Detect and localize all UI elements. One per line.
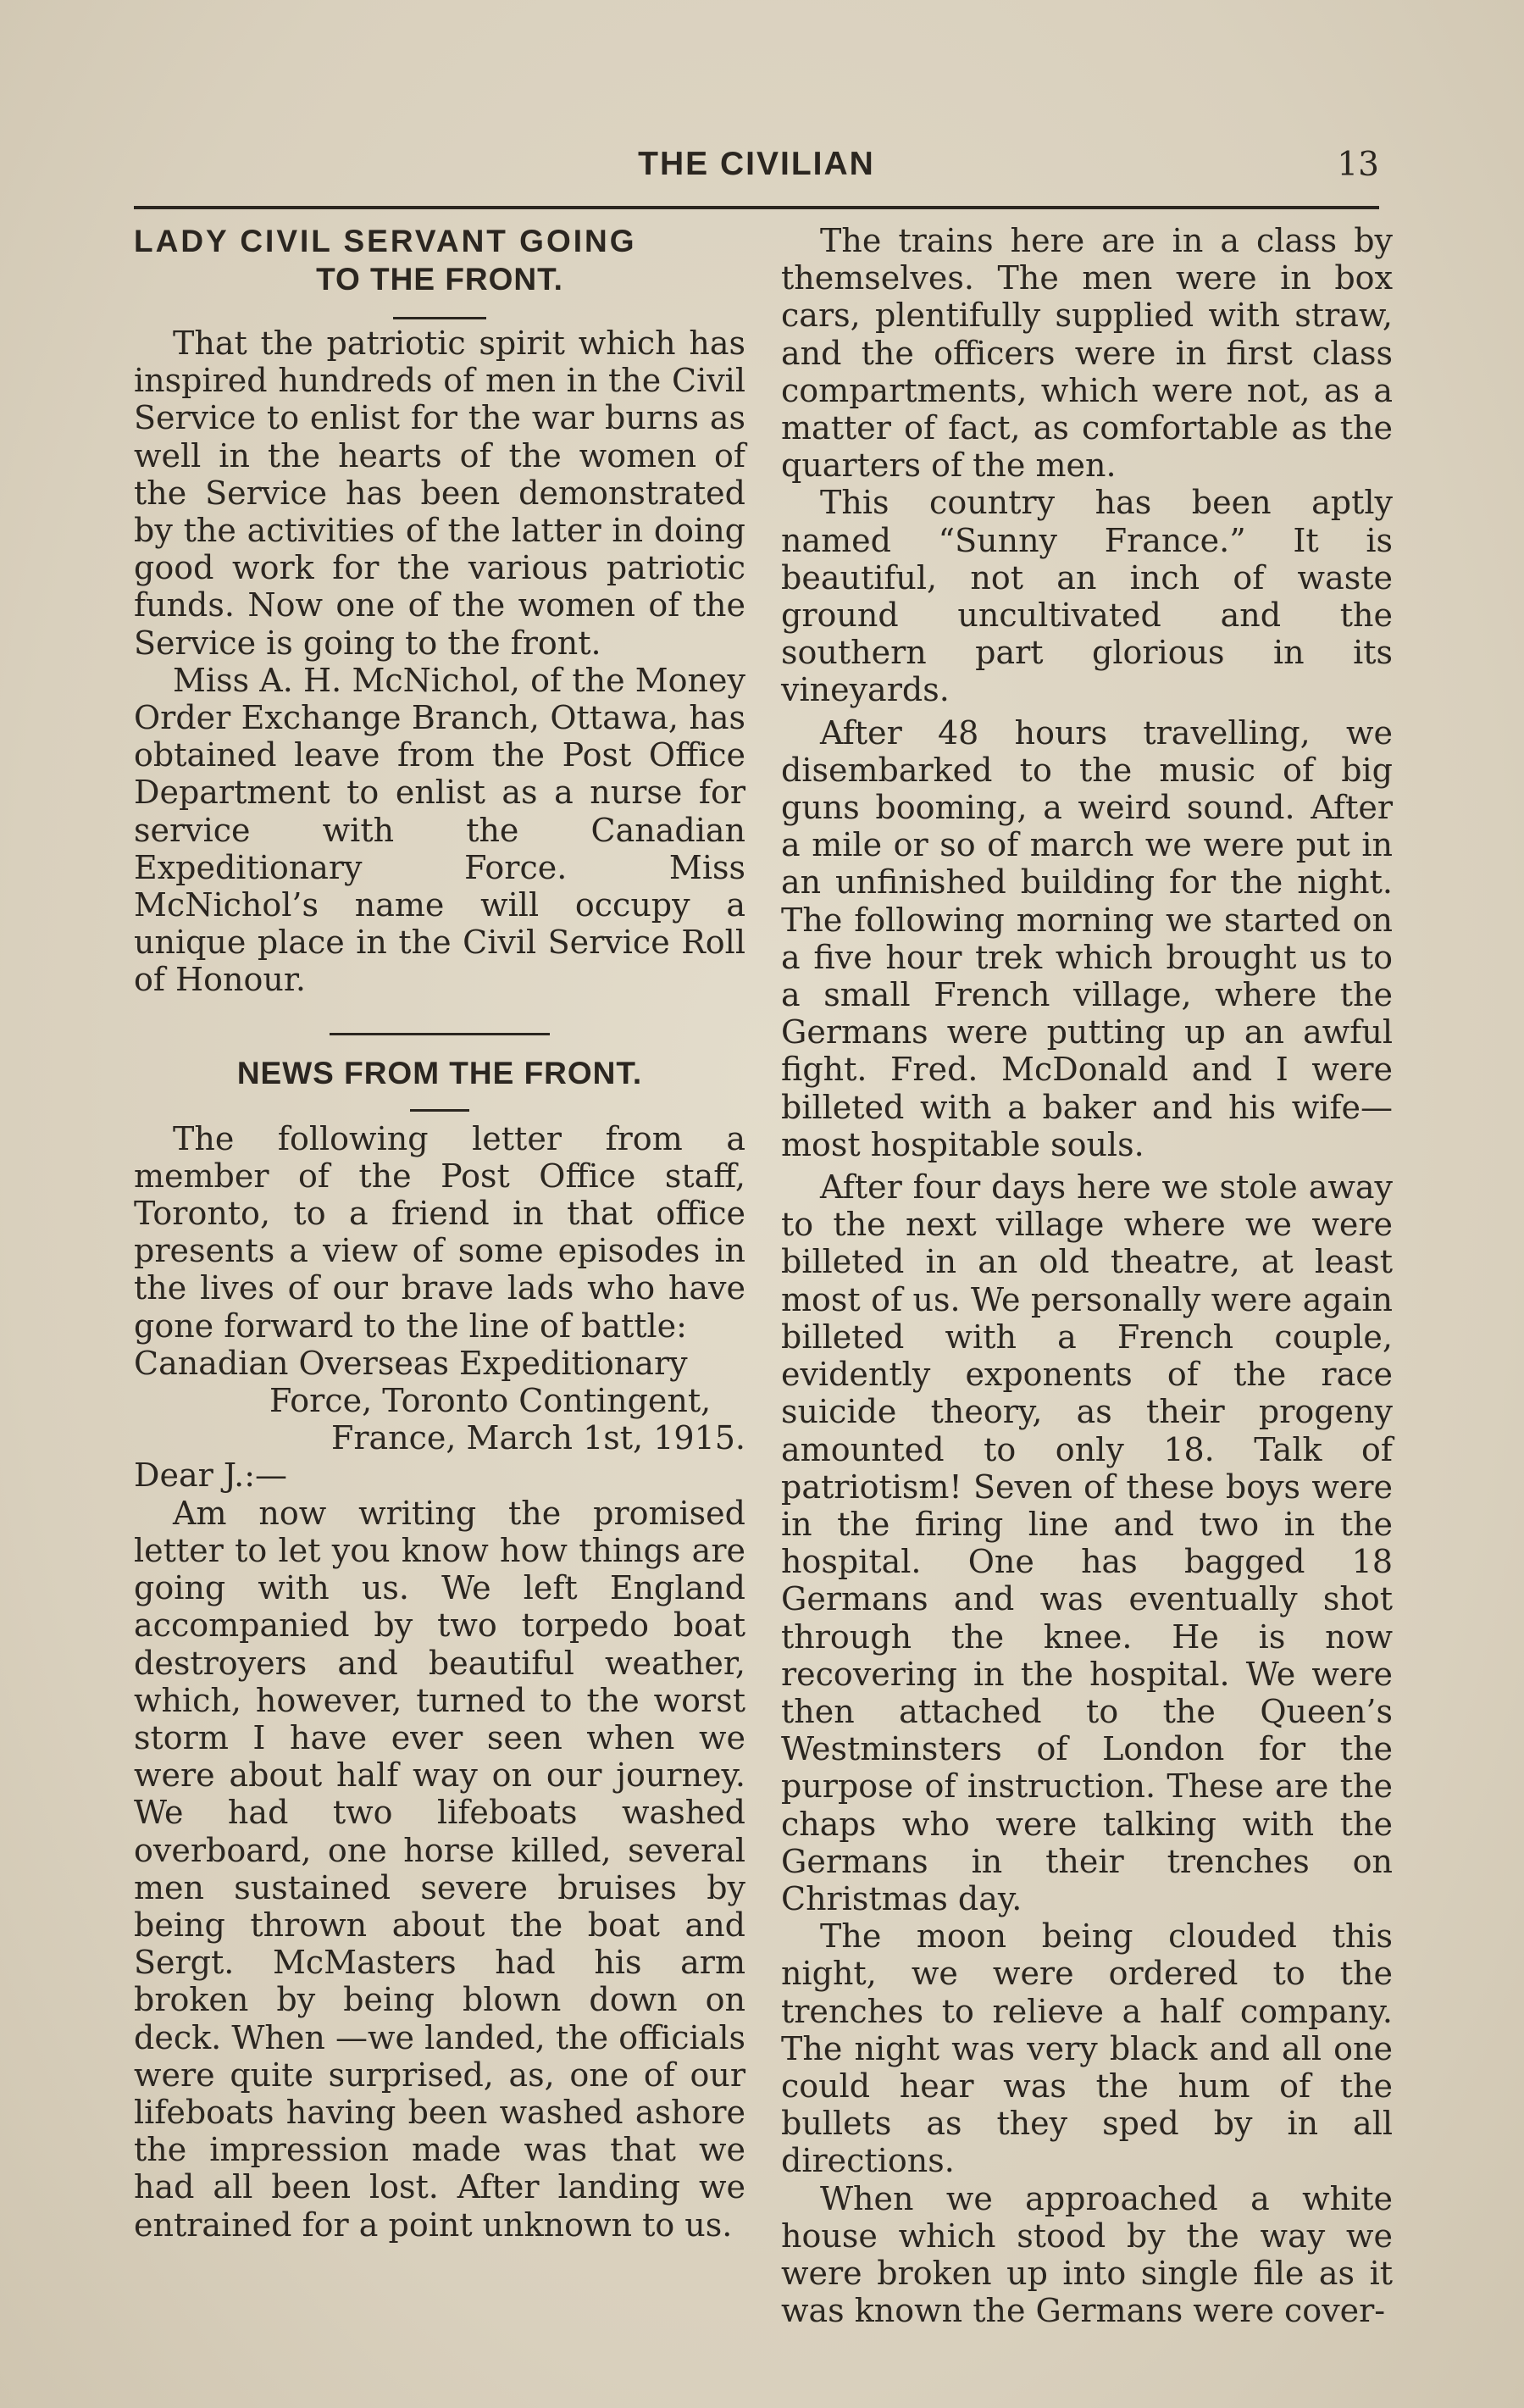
letter-address-line-1: Canadian Overseas Expeditionary <box>134 1344 688 1382</box>
right-column <box>781 222 1393 2329</box>
article2-intro: The following letter from a member of the Post Office staff, Toronto, to a friend in that office presents a view of some episodes in the lives of our brave lads who have gone forward to the line of battle: <box>134 1119 745 1345</box>
letter-paragraph-1: Am now writing the promised letter to let you know how things are going with us. We left England accompanied by two torpedo boat destroyers and beautiful weather, which, however, turned to the worst storm I have ever seen when we were about half way on our journey. We had two lifeboats washed overboard, one horse killed, several men sustained severe bruises by being thrown about the boat and Sergt. McMasters had his arm broken by being blown down on deck. When —we landed, the officials were quite surprised, as, one of our lifeboats having been washed ashore the impression made was that we had all been lost. After landing we entrained for a point unknown to us. <box>134 1494 745 2244</box>
letter-paragraph-5: After four days here we stole away to the next village where we were billeted in an old theatre, at least most of us. We personally were again billeted with a French couple, evidently exponents of the race suicide theory, as their progeny amounted to only 18. Talk of patriotism! Seven of these boys were in the firing line and two in the hospital. One has bagged 18 Germans and was eventually shot through the knee. He is now recovering in the hospital. We were then attached to the Queen’s Westminsters of London for the purpose of instruction. These are the chaps who were talking with the Germans in their trenches on Christmas day. <box>781 1168 1393 1917</box>
heading-divider <box>393 317 486 319</box>
running-title: THE CIVILIAN <box>638 146 875 182</box>
letter-paragraph-7: When we approached a white house which stood by the way we were broken up into single file as it was known the Germans were cover- <box>781 2179 1393 2330</box>
article-heading-news-from-front: NEWS FROM THE FRONT. <box>236 1055 643 1090</box>
article1-paragraph-1: That the patriotic spirit which has inspired hundreds of men in the Civil Service to enlist for the war burns as well in the hearts of the women of the Service has been demonstrated by the activities of the latter in doing good work for the various patriotic funds. Now one of the women of the Service is going to the front. <box>134 325 745 662</box>
left-column <box>134 222 745 2244</box>
letter-address-line-3: France, March 1st, 1915. <box>330 1419 745 1457</box>
page-number: 13 <box>1337 146 1379 184</box>
header-rule <box>134 206 1379 209</box>
article-separator <box>330 1033 550 1035</box>
article1-paragraph-2: Miss A. H. McNichol, of the Money Order Exchange Branch, Ottawa, has obtained leave from the Post Office Department to enlist as a nurse for service with the Canadian Expeditionary Force. Miss McNichol’s name will occupy a unique place in the Civil Service Roll of Honour. <box>134 661 745 999</box>
letter-paragraph-6: The moon being clouded this night, we were ordered to the trenches to relieve a half company. The night was very black and all one could hear was the hum of the bullets as they sped by in all directions. <box>781 1917 1393 2180</box>
letter-salutation: Dear J.:— <box>134 1456 288 1495</box>
article-heading-lady-civil-servant <box>134 222 745 298</box>
heading-line-1: LADY CIVIL SERVANT GOING <box>134 224 637 258</box>
letter-paragraph-4: After 48 hours travelling, we disembarked to the music of big guns booming, a weird sound. After a mile or so of march we were put in an unfinished building for the night. The following morning we started on a five hour trek which brought us to a small French village, where the Germans were putting up an awful fight. Fred. McDonald and I were billeted with a baker and his wife—most hospitable souls. <box>781 713 1393 1163</box>
heading-line-2: TO THE FRONT. <box>316 262 563 297</box>
letter-paragraph-2: The trains here are in a class by themselves. The men were in box cars, plentifully supplied with straw, and the officers were in first class compartments, which were not, as a matter of fact, as comfortable as the quarters of the men. <box>781 222 1393 485</box>
page-header <box>134 146 1379 197</box>
letter-paragraph-3: This country has been aptly named “Sunny France.” It is beautiful, not an inch of waste ground uncultivated and the southern part glorious in its vineyards. <box>781 484 1393 709</box>
letter-address-line-2: Force, Toronto Contingent, <box>269 1382 712 1420</box>
heading-divider-2 <box>410 1109 469 1112</box>
